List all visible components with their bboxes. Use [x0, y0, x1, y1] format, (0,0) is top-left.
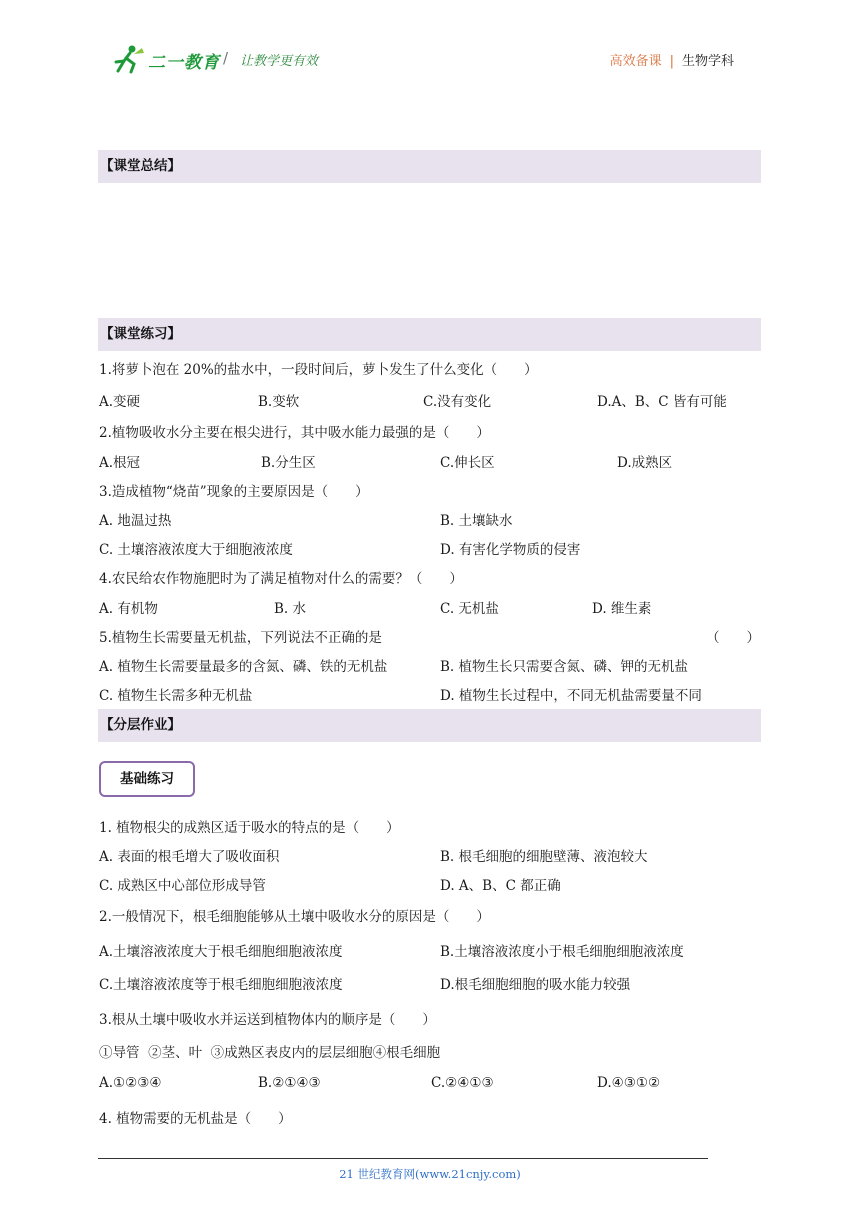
practice-q2-option-d: D.成熟区 — [617, 455, 673, 471]
basic-q4-stem: 4. 植物需要的无机盐是（ ） — [99, 1111, 292, 1127]
basic-q2-option-b: B.土壤溶液浓度小于根毛细胞细胞液浓度 — [440, 944, 684, 960]
practice-q5-option-a: A. 植物生长需要量最多的含氮、磷、铁的无机盐 — [99, 659, 388, 675]
footer-link[interactable]: 21 世纪教育网(www.21cnjy.com) — [339, 1167, 521, 1181]
basic-q1-option-b: B. 根毛细胞的细胞壁薄、液泡较大 — [440, 849, 648, 865]
header-label-subject: 生物学科 — [681, 54, 734, 69]
practice-q3-option-b: B. 土壤缺水 — [440, 513, 513, 529]
practice-q5-option-b: B. 植物生长只需要含氮、磷、钾的无机盐 — [440, 659, 689, 675]
practice-q3-option-a: A. 地温过热 — [99, 513, 172, 529]
practice-q1-stem: 1.将萝卜泡在 20%的盐水中，一段时间后，萝卜发生了什么变化（ ） — [99, 362, 538, 378]
practice-q4-option-d: D. 维生素 — [592, 601, 652, 617]
practice-q3-option-c: C. 土壤溶液浓度大于细胞液浓度 — [99, 542, 293, 558]
practice-q1-option-b: B.变软 — [258, 394, 300, 410]
logo-slogan: 让教学更有效 — [240, 54, 319, 69]
practice-q4-stem: 4.农民给农作物施肥时为了满足植物对什么的需要？（ ） — [99, 571, 463, 587]
basic-q2-option-c: C.土壤溶液浓度等于根毛细胞细胞液浓度 — [99, 977, 343, 993]
section-homework-heading: 【分层作业】 — [98, 709, 761, 742]
running-person-icon — [110, 44, 146, 74]
basic-q3-option-d: D.④③①② — [597, 1075, 661, 1091]
practice-q4-option-b: B. 水 — [274, 601, 307, 617]
basic-q3-stem: 3.根从土壤中吸收水并运送到植物体内的顺序是（ ） — [99, 1012, 436, 1028]
practice-q5-stem: 5.植物生长需要量无机盐，下列说法不正确的是 — [99, 630, 382, 646]
practice-q4-option-a: A. 有机物 — [99, 601, 158, 617]
basic-q1-stem: 1. 植物根尖的成熟区适于吸水的特点的是（ ） — [99, 820, 400, 836]
practice-q2-option-b: B.分生区 — [261, 455, 316, 471]
basic-q3-option-c: C.②④①③ — [431, 1075, 494, 1091]
practice-q4-option-c: C. 无机盐 — [440, 601, 499, 617]
practice-q5-answer-paren: （ ） — [706, 630, 760, 646]
brand-logo — [110, 44, 350, 76]
header-subject — [610, 50, 734, 69]
practice-q3-option-d: D. 有害化学物质的侵害 — [440, 542, 581, 558]
basic-q3-option-a: A.①②③④ — [99, 1075, 162, 1091]
practice-q2-option-c: C.伸长区 — [440, 455, 495, 471]
basic-q2-option-a: A.土壤溶液浓度大于根毛细胞细胞液浓度 — [99, 944, 343, 960]
header-separator: | — [669, 54, 674, 69]
basic-q1-option-d: D. A、B、C 都正确 — [440, 878, 561, 894]
basic-q2-stem: 2.一般情况下，根毛细胞能够从土壤中吸收水分的原因是（ ） — [99, 909, 490, 925]
practice-q1-option-a: A.变硬 — [99, 394, 141, 410]
practice-q1-option-c: C.没有变化 — [423, 394, 492, 410]
basic-q1-option-c: C. 成熟区中心部位形成导管 — [99, 878, 266, 894]
basic-q1-option-a: A. 表面的根毛增大了吸收面积 — [99, 849, 280, 865]
practice-q3-stem: 3.造成植物“烧苗”现象的主要原因是（ ） — [99, 484, 369, 500]
practice-q5-option-d: D. 植物生长过程中，不同无机盐需要量不同 — [440, 688, 702, 704]
basic-q2-option-d: D.根毛细胞细胞的吸水能力较强 — [440, 977, 631, 993]
header-label-prep: 高效备课 — [609, 54, 662, 69]
basic-practice-badge: 基础练习 — [99, 761, 195, 797]
practice-q1-option-d: D.A、B、C 皆有可能 — [597, 394, 727, 410]
practice-q2-stem: 2.植物吸收水分主要在根尖进行，其中吸水能力最强的是（ ） — [99, 425, 490, 441]
practice-q2-option-a: A.根冠 — [99, 455, 141, 471]
logo-divider: / — [223, 49, 229, 67]
basic-q3-sequence-items: ①导管 ②茎、叶 ③成熟区表皮内的层层细胞④根毛细胞 — [99, 1045, 441, 1061]
section-practice-heading: 【课堂练习】 — [98, 318, 761, 351]
footer-divider — [98, 1158, 708, 1159]
practice-q5-option-c: C. 植物生长需多种无机盐 — [99, 688, 253, 704]
section-summary-heading: 【课堂总结】 — [98, 150, 761, 183]
basic-q3-option-b: B.②①④③ — [258, 1075, 321, 1091]
logo-text: 二一教育 — [148, 53, 220, 73]
